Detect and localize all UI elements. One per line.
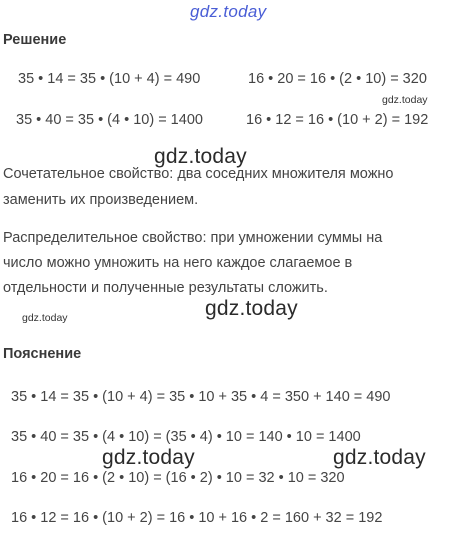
associative-property-line-2: заменить их произведением. [3,192,199,208]
explanation-equation-2: 35 • 40 = 35 • (4 • 10) = (35 • 4) • 10 = 140 • 10 = 1400 [11,429,361,445]
watermark: gdz.today [154,145,247,168]
solution-equation-1: 35 • 14 = 35 • (10 + 4) = 490 [18,71,201,87]
solution-equation-3: 35 • 40 = 35 • (4 • 10) = 1400 [16,112,203,128]
distributive-property-line-3: отдельности и полученные результаты сложить. [3,280,328,296]
explanation-equation-4: 16 • 12 = 16 • (10 + 2) = 16 • 10 + 16 • 2 = 160 + 32 = 192 [11,510,383,526]
explanation-heading: Пояснение [3,346,82,362]
watermark: gdz.today [205,297,298,320]
explanation-equation-1: 35 • 14 = 35 • (10 + 4) = 35 • 10 + 35 • 4 = 350 + 140 = 490 [11,389,391,405]
explanation-equation-3: 16 • 20 = 16 • (2 • 10) = (16 • 2) • 10 = 32 • 10 = 320 [11,470,345,486]
site-logo[interactable]: gdz.today [190,2,267,21]
solution-equation-2: 16 • 20 = 16 • (2 • 10) = 320 [248,71,427,87]
watermark: gdz.today [382,94,428,106]
watermark: gdz.today [22,312,68,324]
watermark: gdz.today [102,446,195,469]
distributive-property-line-2: число можно умножить на него каждое слагаемое в [3,255,353,271]
solution-heading: Решение [3,32,67,48]
solution-equation-4: 16 • 12 = 16 • (10 + 2) = 192 [246,112,429,128]
watermark: gdz.today [333,446,426,469]
associative-property-line-1: Сочетательное свойство: два соседних множителя можно [3,166,394,182]
distributive-property-line-1: Распределительное свойство: при умножении суммы на [3,230,383,246]
